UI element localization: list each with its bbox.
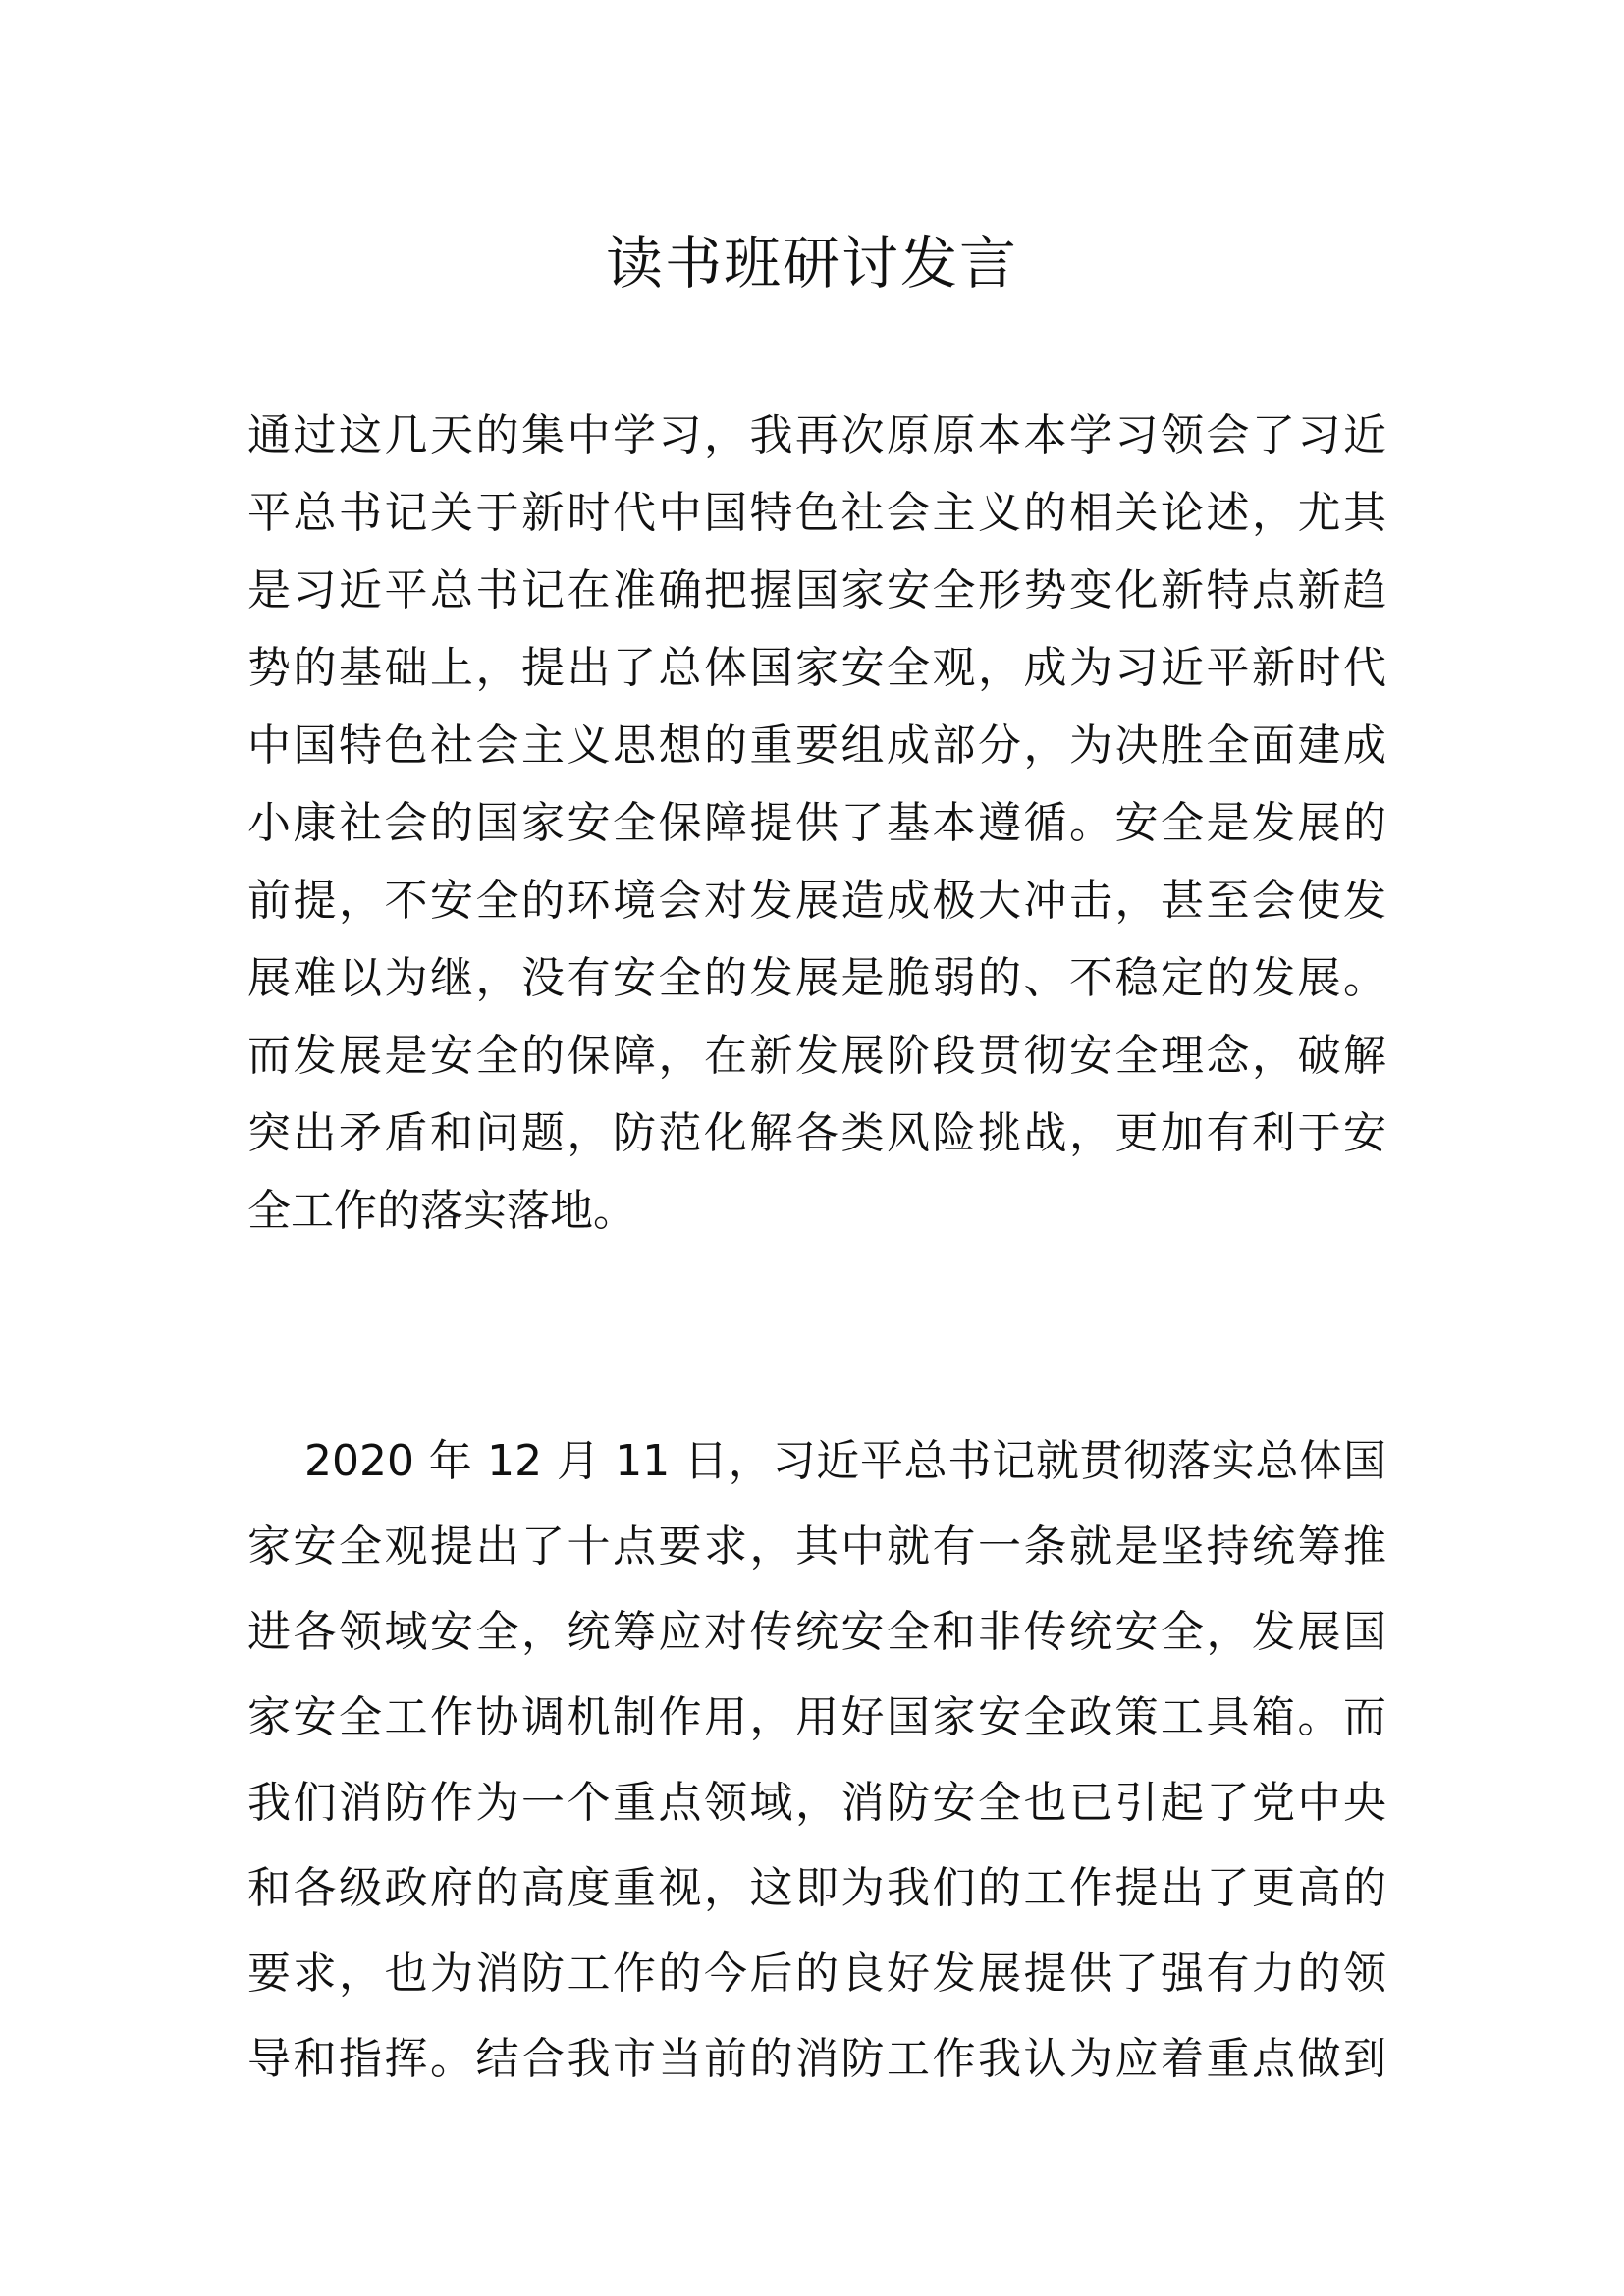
text-line: 进各领域安全，统筹应对传统安全和非传统安全，发展国	[247, 1607, 1386, 1657]
text-line: 势的基础上，提出了总体国家安全观，成为习近平新时代	[247, 643, 1386, 693]
text-line: 要求，也为消防工作的今后的良好发展提供了强有力的领	[247, 1949, 1386, 1999]
text-line: 家安全观提出了十点要求，其中就有一条就是坚持统筹推	[247, 1522, 1386, 1572]
text-line: 平总书记关于新时代中国特色社会主义的相关论述，尤其	[247, 488, 1386, 538]
text-line: 导和指挥。结合我市当前的消防工作我认为应着重点做到	[247, 2034, 1386, 2084]
text-line: 前提，不安全的环境会对发展造成极大冲击，甚至会使发	[247, 876, 1386, 926]
paragraph-1	[247, 397, 1386, 1250]
text-line: 全工作的落实落地。	[247, 1186, 636, 1236]
text-line: 中国特色社会主义思想的重要组成部分，为决胜全面建成	[247, 721, 1386, 771]
text-line: 家安全工作协调机制作用，用好国家安全政策工具箱。而	[247, 1692, 1386, 1742]
text-line: 小康社会的国家安全保障提供了基本遵循。安全是发展的	[247, 798, 1386, 848]
text-line: 而发展是安全的保障，在新发展阶段贯彻安全理念，破解	[247, 1031, 1386, 1081]
text-line: 我们消防作为一个重点领域，消防安全也已引起了党中央	[247, 1778, 1386, 1828]
text-line: 2020 年 12 月 11 日，习近平总书记就贯彻落实总体国	[304, 1436, 1386, 1486]
text-line: 展难以为继，没有安全的发展是脆弱的、不稳定的发展。	[247, 953, 1386, 1003]
paragraph-2	[247, 1418, 1386, 2102]
document-title: 读书班研讨发言	[605, 230, 1018, 296]
text-line: 和各级政府的高度重视，这即为我们的工作提出了更高的	[247, 1863, 1386, 1913]
text-line: 通过这几天的集中学习，我再次原原本本学习领会了习近	[247, 410, 1386, 460]
text-line: 突出矛盾和问题，防范化解各类风险挑战，更加有利于安	[247, 1108, 1386, 1158]
text-line: 是习近平总书记在准确把握国家安全形势变化新特点新趋	[247, 565, 1386, 615]
